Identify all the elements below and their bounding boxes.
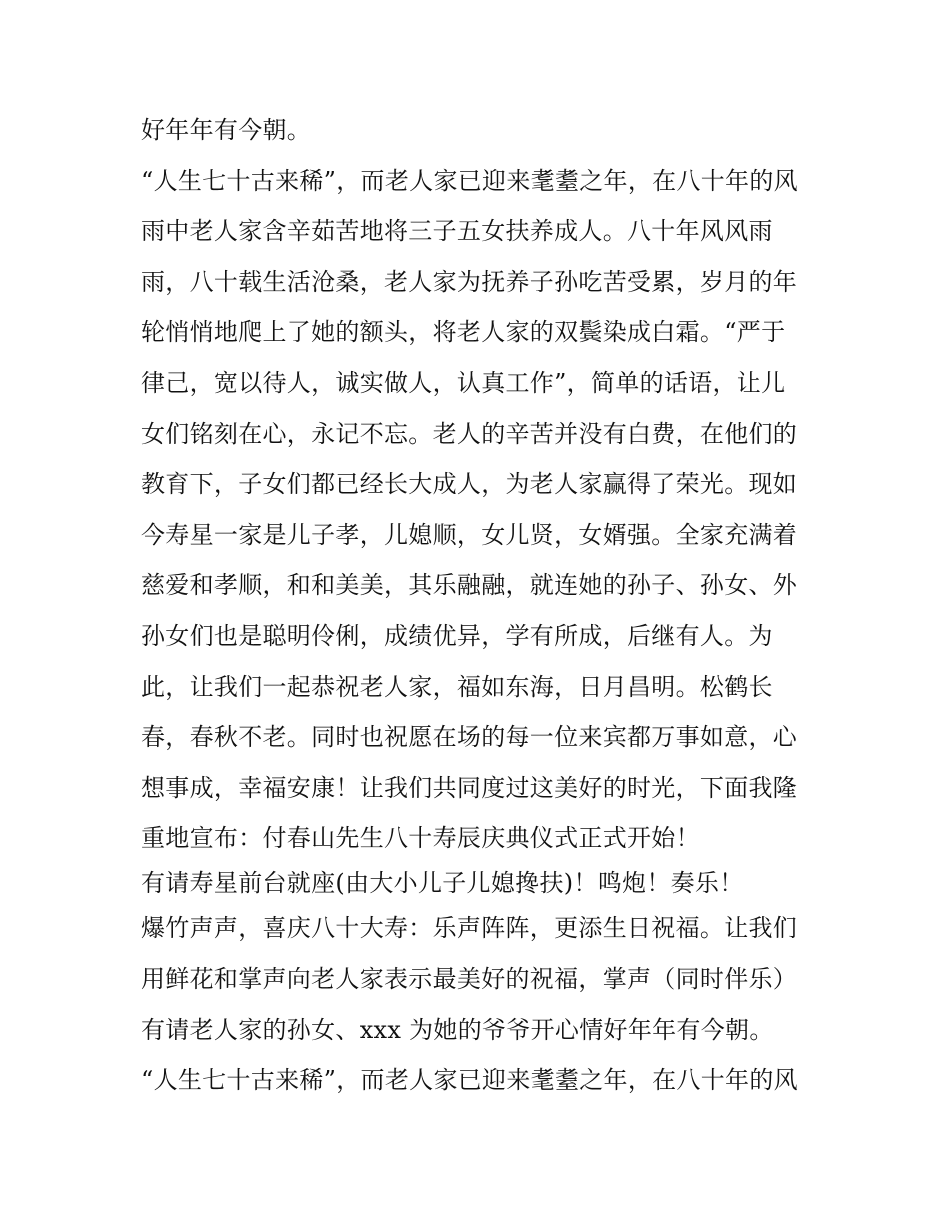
text-line: 雨中老人家含辛茹苦地将三子五女扶养成人。八十年风风雨 bbox=[141, 217, 773, 246]
text-line: 想事成，幸福安康！让我们共同度过这美好的时光，下面我隆 bbox=[141, 773, 798, 802]
text-line: 今寿星一家是儿子孝，儿媳顺，女儿贤，女婿强。全家充满着 bbox=[141, 520, 798, 549]
text-line: 孙女们也是聪明伶俐，成绩优异，学有所成，后继有人。为 bbox=[141, 621, 773, 650]
text-line: 春，春秋不老。同时也祝愿在场的每一位来宾都万事如意，心 bbox=[141, 723, 798, 752]
text-line: 好年年有今朝。 bbox=[141, 116, 312, 144]
text-line: 重地宣布：付春山先生八十寿辰庆典仪式正式开始！ bbox=[141, 824, 700, 853]
text-line: 爆竹声声，喜庆八十大寿：乐声阵阵，更添生日祝福。让我们 bbox=[141, 914, 798, 943]
document-body bbox=[141, 110, 821, 1111]
text-line: 雨，八十载生活沧桑，老人家为抚养子孙吃苦受累，岁月的年 bbox=[141, 267, 798, 296]
text-line: “人生七十古来稀”，而老人家已迎来耄耋之年，在八十年的风 bbox=[141, 166, 798, 195]
text-line: 轮悄悄地爬上了她的额头，将老人家的双鬓染成白霜。“严于 bbox=[141, 318, 786, 347]
text-line: 教育下，子女们都已经长大成人，为老人家赢得了荣光。现如 bbox=[141, 470, 798, 499]
text-line: 律己，宽以待人，诚实做人，认真工作”，简单的话语，让儿 bbox=[141, 368, 786, 397]
text-line: 此，让我们一起恭祝老人家，福如东海，日月昌明。松鹤长 bbox=[141, 672, 773, 701]
text-line: 有请老人家的孙女、xxx 为她的爷爷开心情好年年有今朝。 bbox=[141, 1015, 774, 1044]
text-line: 有请寿星前台就座(由大小儿子儿媳搀扶)！鸣炮！奏乐！ bbox=[141, 869, 744, 898]
text-line: 女们铭刻在心，永记不忘。老人的辛苦并没有白费，在他们的 bbox=[141, 419, 798, 448]
text-line: 用鲜花和掌声向老人家表示最美好的祝福，掌声（同时伴乐） bbox=[141, 964, 798, 993]
text-line: “人生七十古来稀”，而老人家已迎来耄耋之年，在八十年的风 bbox=[141, 1066, 798, 1095]
text-line: 慈爱和孝顺，和和美美，其乐融融，就连她的孙子、孙女、外 bbox=[141, 571, 798, 600]
